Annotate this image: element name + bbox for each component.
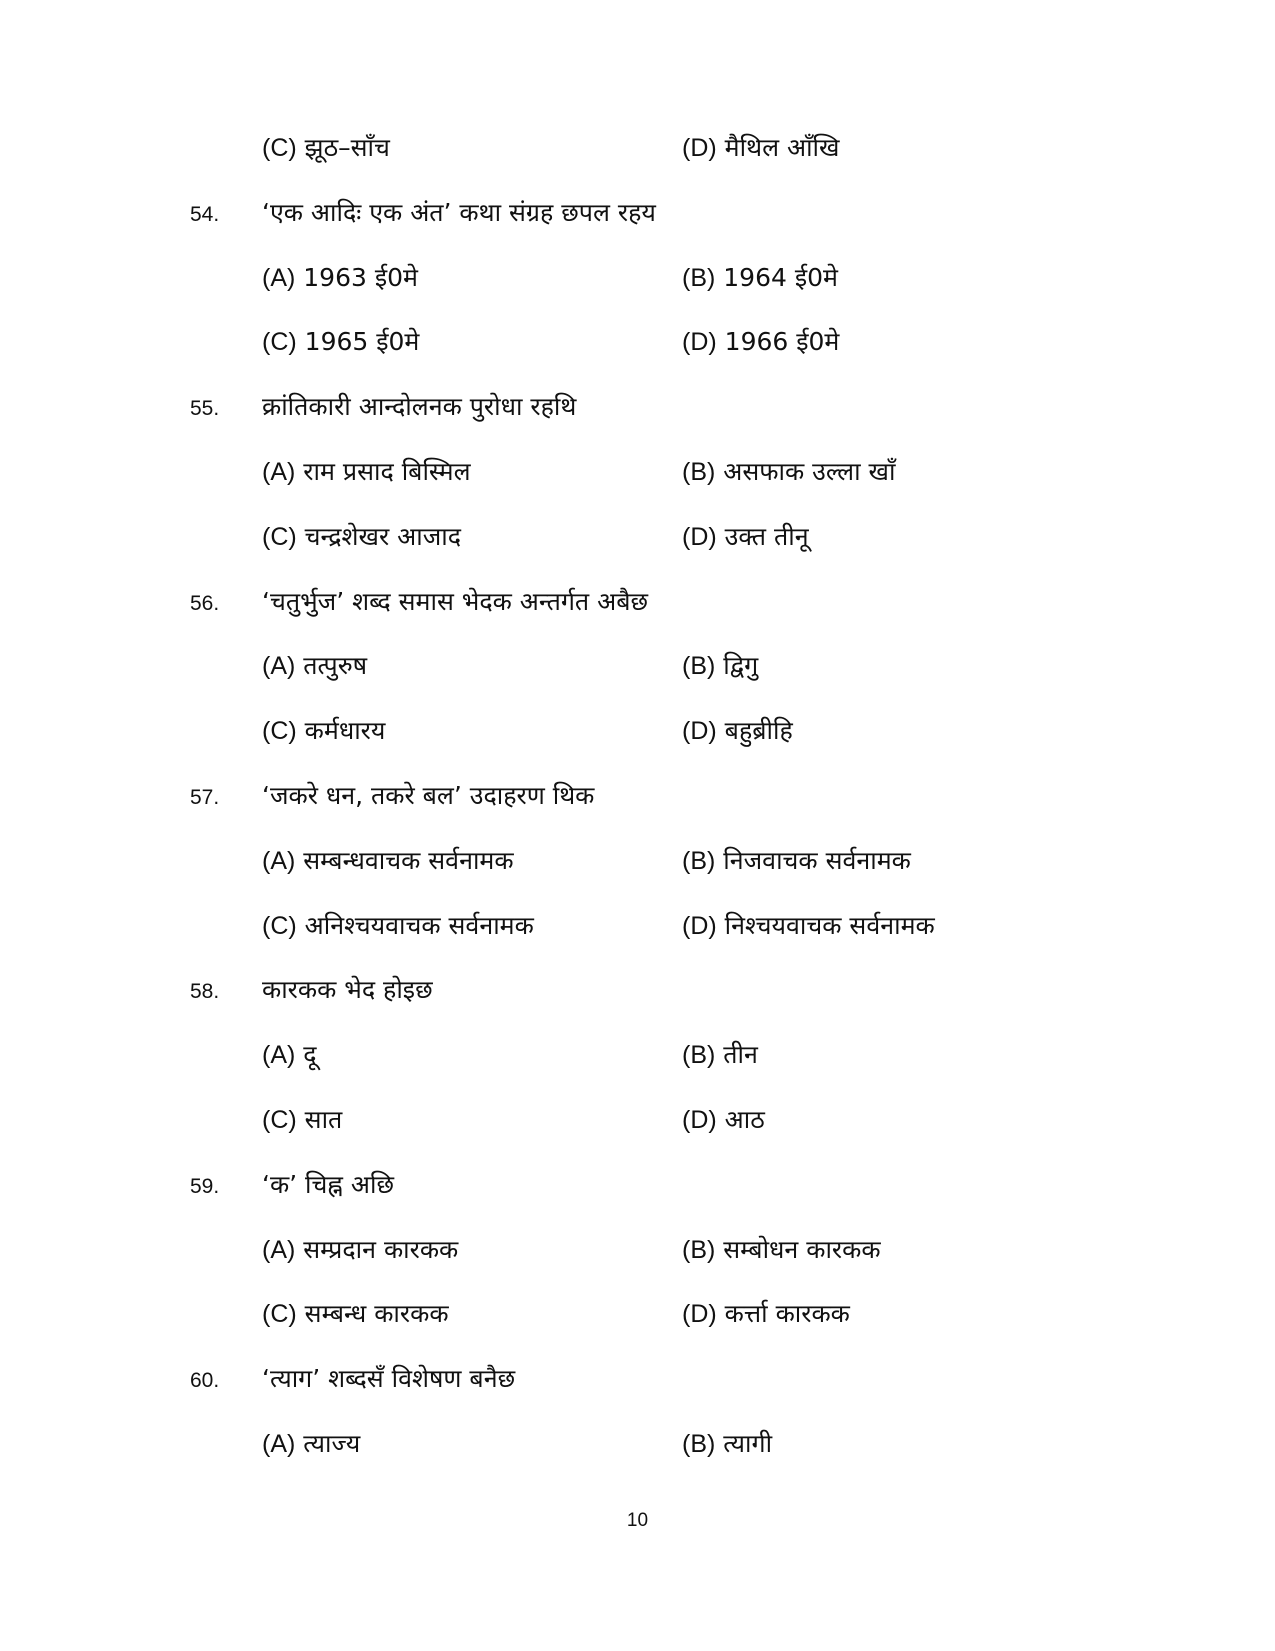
option-text: मैथिल आँखि [724,133,840,162]
options-row [0,1424,1275,1464]
option-text: असफाक उल्ला खाँ [723,457,896,486]
answer-option [682,1230,881,1270]
answer-option [682,906,935,946]
answer-option [682,258,838,298]
option-text: राम प्रसाद बिस्मिल [303,457,471,486]
answer-option [682,322,839,362]
question-number: 60. [190,1369,220,1392]
option-text: निश्चयवाचक सर्वनामक [724,911,935,940]
question-number: 59. [190,1175,220,1198]
answer-option [262,322,419,362]
question-row [0,970,1275,1010]
answer-option [682,646,758,686]
option-text: कर्मधारय [304,716,386,745]
answer-option [682,452,895,492]
question-row [0,387,1275,427]
option-label: (D) [682,328,717,356]
answer-option [682,841,911,881]
option-label: (D) [682,1300,717,1328]
option-text: कर्त्ता कारकक [724,1299,850,1328]
option-label: (B) [682,652,716,680]
option-label: (C) [262,523,297,551]
option-text: उक्त तीनू [724,522,809,551]
option-text: सम्बन्धवाचक सर्वनामक [303,846,514,875]
answer-option [262,711,385,751]
option-text: झूठ–साँच [304,133,390,162]
answer-option [682,1035,758,1075]
answer-option [262,1230,458,1270]
answer-option [262,1294,449,1334]
option-label: (B) [682,264,716,292]
options-row [0,1100,1275,1140]
options-row [0,841,1275,881]
options-row [0,646,1275,686]
option-text: त्याज्य [303,1429,361,1458]
question-text: ‘एक आदिः एक अंत’ कथा संग्रह छपल रहय [262,198,656,227]
option-label: (B) [682,847,716,875]
answer-option [682,1424,772,1464]
question-text: ‘चतुर्भुज’ शब्द समास भेदक अन्तर्गत अबैछ [262,587,649,616]
option-text: चन्द्रशेखर आजाद [304,522,462,551]
option-label: (C) [262,717,297,745]
options-row [0,1294,1275,1334]
answer-option [682,1294,850,1334]
question-row [0,193,1275,233]
option-label: (B) [682,1430,716,1458]
answer-option [262,1035,317,1075]
option-label: (B) [682,1041,716,1069]
question-number: 58. [190,980,220,1003]
question-text: ‘जकरे धन, तकरे बल’ उदाहरण थिक [262,781,595,810]
option-text: सम्बोधन कारकक [723,1235,881,1264]
options-row [0,322,1275,362]
options-row [0,258,1275,298]
option-label: (B) [682,458,716,486]
option-text: सम्बन्ध कारकक [304,1299,449,1328]
option-label: (D) [682,717,717,745]
option-text: 1965 ई0मे [304,327,420,356]
answer-option [262,1424,360,1464]
option-text: तत्पुरुष [303,651,368,680]
options-row [0,906,1275,946]
options-row [0,517,1275,557]
option-label: (A) [262,458,296,486]
options-row [0,452,1275,492]
option-label: (B) [682,1236,716,1264]
question-row [0,1359,1275,1399]
option-text: 1963 ई0मे [303,263,418,292]
option-text: दू [303,1040,317,1069]
option-label: (A) [262,1041,296,1069]
option-label: (A) [262,1236,296,1264]
answer-option [262,128,390,168]
option-text: त्यागी [723,1429,773,1458]
option-label: (A) [262,1430,296,1458]
option-label: (A) [262,847,296,875]
question-row [0,582,1275,622]
option-label: (D) [682,134,717,162]
option-label: (C) [262,1300,297,1328]
option-text: आठ [724,1105,765,1134]
question-text: ‘क’ चिह्न अछि [262,1170,394,1199]
option-text: निजवाचक सर्वनामक [723,846,911,875]
option-label: (C) [262,912,297,940]
question-row [0,1165,1275,1205]
question-text: कारकक भेद होइछ [262,975,433,1004]
question-row [0,776,1275,816]
option-label: (D) [682,1106,717,1134]
question-number: 54. [190,203,220,226]
answer-option [262,1100,342,1140]
answer-option [682,711,793,751]
option-label: (C) [262,134,297,162]
question-text: ‘त्याग’ शब्दसँ विशेषण बनैछ [262,1364,516,1393]
option-text: तीन [723,1040,758,1069]
option-text: 1966 ई0मे [724,327,840,356]
page-number: 10 [626,1510,649,1531]
option-label: (D) [682,912,717,940]
option-label: (C) [262,328,297,356]
question-number: 56. [190,592,220,615]
answer-option [262,517,461,557]
answer-option [682,1100,765,1140]
answer-option [262,841,514,881]
option-text: द्विगु [723,651,759,680]
option-label: (C) [262,1106,297,1134]
option-label: (A) [262,652,296,680]
question-text: क्रांतिकारी आन्दोलनक पुरोधा रहथि [262,392,577,421]
answer-option [682,517,809,557]
options-row [0,1230,1275,1270]
answer-option [262,646,367,686]
option-text: बहुब्रीहि [724,716,793,745]
options-row [0,128,1275,168]
option-text: सात [304,1105,343,1134]
option-label: (D) [682,523,717,551]
options-row [0,1035,1275,1075]
question-number: 55. [190,397,220,420]
answer-option [262,258,418,298]
option-text: अनिश्चयवाचक सर्वनामक [304,911,534,940]
answer-option [262,906,534,946]
option-label: (A) [262,264,296,292]
option-text: 1964 ई0मे [723,263,838,292]
question-number: 57. [190,786,220,809]
options-row [0,711,1275,751]
answer-option [682,128,839,168]
option-text: सम्प्रदान कारकक [303,1235,459,1264]
answer-option [262,452,471,492]
